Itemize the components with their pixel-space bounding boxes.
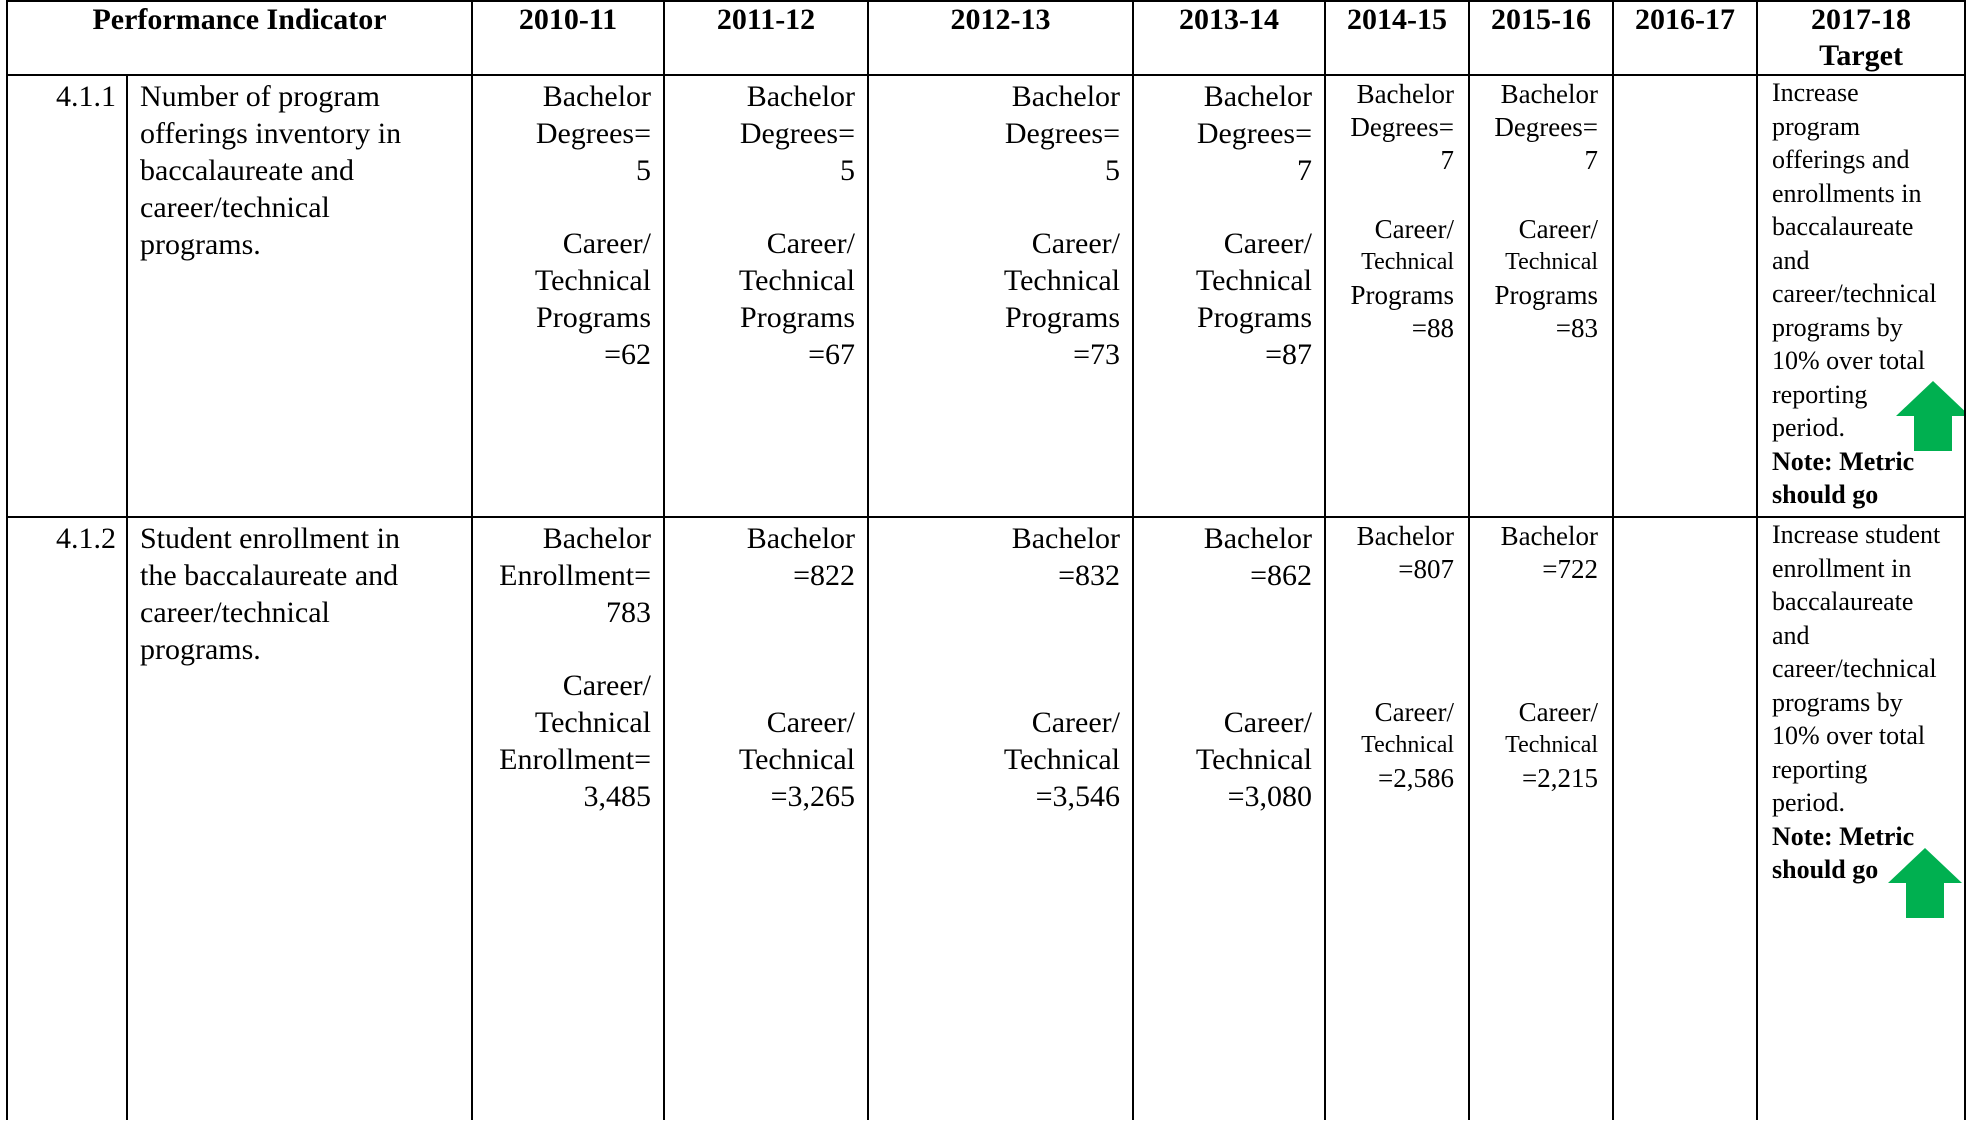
value-line: =807 [1398, 554, 1455, 584]
value-line: Career/ [1223, 706, 1313, 739]
indicator-description [127, 75, 472, 517]
value-line: Technical [1003, 743, 1121, 776]
indicator-number: 4.1.2 [7, 517, 127, 1120]
value-line: Bachelor [1500, 521, 1599, 551]
target-note: Note: Metric [1772, 446, 1915, 476]
value-line: Technical [1361, 249, 1455, 275]
target-line: career/technical [1772, 279, 1937, 308]
target-line: 10% over total [1772, 346, 1926, 375]
header-target-label: Target [1819, 39, 1903, 72]
value-line: Career/ [766, 227, 856, 260]
value-cell-2011-12 [664, 75, 868, 517]
description-line: programs. [140, 228, 261, 261]
value-cell-2015-16 [1469, 517, 1613, 1120]
arrow-up-icon [1888, 848, 1962, 918]
target-line: and [1772, 245, 1810, 275]
value-line: 7 [1440, 145, 1455, 175]
value-line: Enrollment= [499, 559, 652, 592]
description-line: programs. [140, 633, 261, 666]
value-cell-2014-15 [1325, 517, 1469, 1120]
target-line: programs by [1772, 687, 1903, 717]
value-line: Technical [1003, 264, 1121, 297]
target-line: program [1772, 111, 1861, 141]
value-line: Career/ [562, 227, 652, 260]
value-line: =67 [808, 338, 856, 371]
value-line: Bachelor [1203, 80, 1313, 113]
value-line: Programs [536, 301, 652, 334]
value-cell-2011-12 [664, 517, 868, 1120]
value-line: =3,265 [770, 780, 856, 813]
header-year-2010-11: 2010-11 [472, 1, 664, 75]
value-line: Technical [1505, 732, 1599, 758]
header-row [7, 1, 1965, 75]
value-line: Programs [1494, 280, 1599, 310]
value-line: 5 [636, 154, 652, 187]
target-note: Note: Metric [1772, 821, 1915, 851]
value-line: Enrollment= [499, 743, 652, 776]
value-line: 783 [606, 596, 652, 629]
target-line: career/technical [1772, 654, 1937, 683]
value-line: Degrees= [1004, 117, 1121, 150]
value-line: Career/ [766, 706, 856, 739]
value-line: 5 [840, 154, 856, 187]
target-line: baccalaureate [1772, 212, 1914, 241]
target-line: period. [1772, 413, 1845, 442]
header-year-2011-12: 2011-12 [664, 1, 868, 75]
target-note: should go [1772, 855, 1879, 884]
value-line: Degrees= [1494, 112, 1599, 142]
target-line: enrollment in [1772, 553, 1912, 583]
value-line: Career/ [1374, 214, 1455, 244]
target-cell [1757, 517, 1965, 1120]
header-performance-indicator: Performance Indicator [7, 1, 472, 75]
target-line: Increase [1772, 78, 1859, 107]
value-line: Bachelor [1356, 79, 1455, 109]
header-year-2012-13: 2012-13 [868, 1, 1133, 75]
header-target [1757, 1, 1965, 75]
value-line: Bachelor [746, 80, 856, 113]
value-line: Degrees= [739, 117, 856, 150]
value-line: =73 [1073, 338, 1121, 371]
value-line: =2,215 [1522, 763, 1599, 793]
value-line: Programs [1005, 301, 1121, 334]
header-year-2015-16: 2015-16 [1469, 1, 1613, 75]
value-line: Technical [1195, 743, 1313, 776]
target-line: Increase student [1772, 520, 1941, 549]
description-line: career/technical [140, 191, 330, 224]
description-line: the baccalaureate and [140, 559, 399, 592]
value-line: Bachelor [542, 80, 652, 113]
value-line: =2,586 [1378, 763, 1455, 793]
header-target-year: 2017-18 [1811, 3, 1912, 36]
table-row [7, 75, 1965, 517]
value-line: =88 [1411, 313, 1455, 343]
value-cell-2010-11 [472, 75, 664, 517]
value-line: 5 [1105, 154, 1121, 187]
target-line: and [1772, 620, 1810, 650]
value-cell-2016-17 [1613, 517, 1757, 1120]
value-line: Bachelor [542, 522, 652, 555]
value-cell-2016-17 [1613, 75, 1757, 517]
table-row [7, 517, 1965, 1120]
value-cell-2012-13 [868, 517, 1133, 1120]
value-line: Degrees= [1196, 117, 1313, 150]
header-year-2016-17: 2016-17 [1613, 1, 1757, 75]
value-line: Programs [1197, 301, 1313, 334]
value-line: =832 [1058, 559, 1121, 592]
value-cell-2015-16 [1469, 75, 1613, 517]
description-line: career/technical [140, 596, 330, 629]
value-line: Career/ [562, 669, 652, 702]
value-line: 3,485 [583, 780, 652, 813]
value-line: Bachelor [1011, 80, 1121, 113]
value-line: Technical [534, 264, 652, 297]
value-line: 7 [1584, 145, 1599, 175]
target-line: period. [1772, 788, 1845, 817]
value-line: Bachelor [1011, 522, 1121, 555]
value-line: Career/ [1031, 706, 1121, 739]
header-year-2013-14: 2013-14 [1133, 1, 1325, 75]
value-line: Programs [1350, 280, 1455, 310]
value-line: =3,080 [1227, 780, 1313, 813]
value-line: 7 [1297, 154, 1313, 187]
value-line: =862 [1250, 559, 1313, 592]
performance-indicator-table [6, 0, 1966, 1120]
value-cell-2013-14 [1133, 75, 1325, 517]
value-line: Programs [740, 301, 856, 334]
value-line: Degrees= [535, 117, 652, 150]
value-line: Technical [738, 264, 856, 297]
value-cell-2014-15 [1325, 75, 1469, 517]
value-line: =3,546 [1035, 780, 1121, 813]
value-line: Technical [1195, 264, 1313, 297]
value-line: Bachelor [1203, 522, 1313, 555]
value-line: Degrees= [1350, 112, 1455, 142]
value-line: Bachelor [746, 522, 856, 555]
header-year-2014-15: 2014-15 [1325, 1, 1469, 75]
target-line: reporting [1772, 754, 1868, 784]
value-line: Technical [738, 743, 856, 776]
description-line: Student enrollment in [140, 522, 400, 555]
value-line: =62 [604, 338, 652, 371]
value-line: Career/ [1518, 214, 1599, 244]
target-line: enrollments in [1772, 178, 1922, 208]
target-line: baccalaureate [1772, 587, 1914, 616]
arrow-up-icon [1896, 381, 1965, 451]
value-line: Technical [534, 706, 652, 739]
value-line: Technical [1361, 732, 1455, 758]
target-line: 10% over total [1772, 721, 1926, 750]
value-line: Career/ [1518, 697, 1599, 727]
value-line: Career/ [1374, 697, 1455, 727]
value-cell-2012-13 [868, 75, 1133, 517]
value-line: Career/ [1031, 227, 1121, 260]
indicator-description [127, 517, 472, 1120]
target-line: offerings and [1772, 145, 1910, 174]
value-line: =822 [793, 559, 856, 592]
indicator-number: 4.1.1 [7, 75, 127, 517]
value-line: Bachelor [1356, 521, 1455, 551]
value-cell-2013-14 [1133, 517, 1325, 1120]
value-line: Technical [1505, 249, 1599, 275]
target-line: reporting [1772, 379, 1868, 409]
value-line: =87 [1265, 338, 1313, 371]
target-line: programs by [1772, 312, 1903, 342]
description-line: baccalaureate and [140, 154, 354, 187]
value-line: =722 [1542, 554, 1599, 584]
value-line: Career/ [1223, 227, 1313, 260]
value-cell-2010-11 [472, 517, 664, 1120]
target-note: should go [1772, 480, 1879, 509]
target-cell [1757, 75, 1965, 517]
description-line: offerings inventory in [140, 117, 402, 150]
value-line: =83 [1555, 313, 1599, 343]
value-line: Bachelor [1500, 79, 1599, 109]
description-line: Number of program [140, 80, 380, 113]
